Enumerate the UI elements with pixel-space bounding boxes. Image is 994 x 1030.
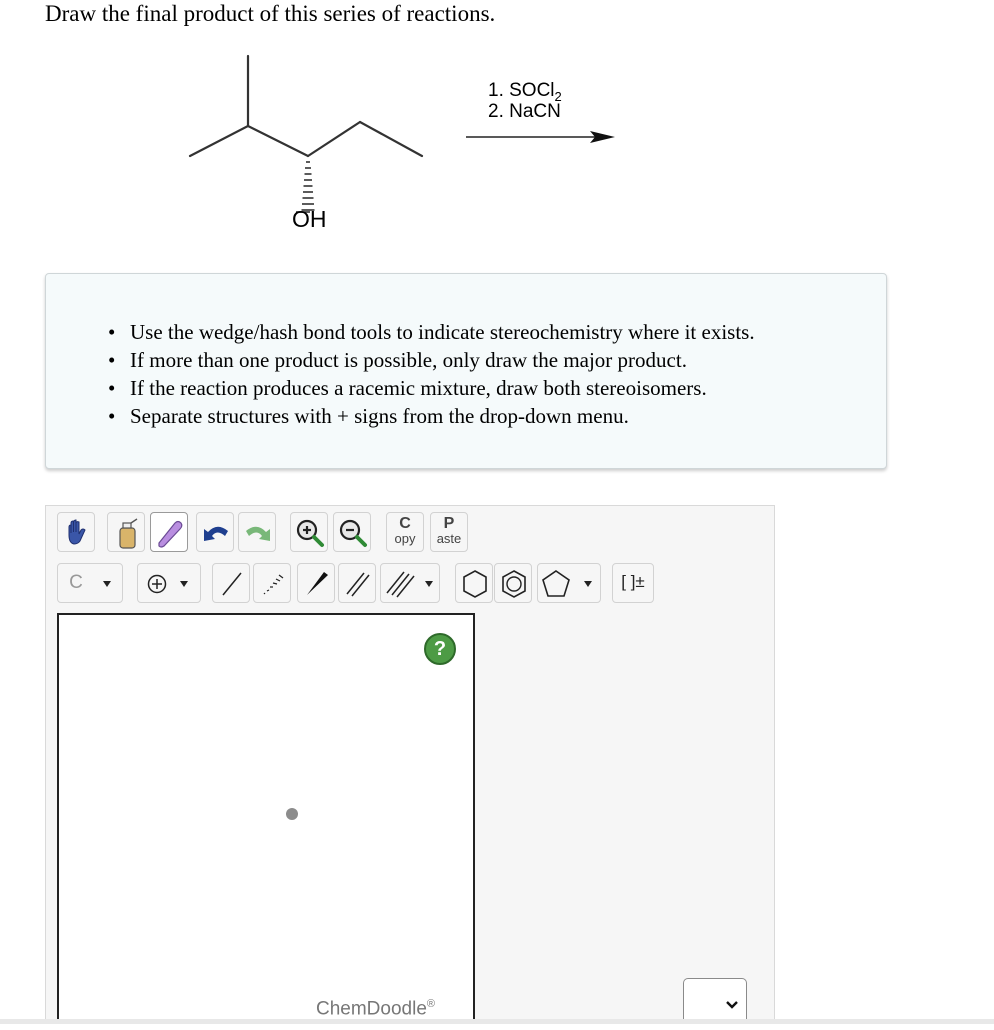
clear-button[interactable] <box>107 512 145 552</box>
reaction-arrow <box>466 128 616 146</box>
pentagon-dropdown[interactable] <box>537 563 601 603</box>
paste-label-top: P <box>443 515 455 532</box>
bracket-button[interactable] <box>612 563 654 603</box>
canvas-dot <box>286 808 298 820</box>
instruction-item: • Use the wedge/hash bond tools to indicate stereochemistry where it exists. <box>108 318 755 346</box>
reagent-step-1: 1. SOCl$_2$ <box>488 80 562 104</box>
paste-label-bottom: aste <box>436 531 462 546</box>
wedge-bond-icon <box>298 564 336 604</box>
bracket-label: [ ]± <box>621 572 645 591</box>
zoom-in-button[interactable] <box>290 512 328 552</box>
paste-button[interactable] <box>430 512 468 552</box>
drawing-canvas[interactable] <box>57 613 475 1024</box>
benzene-icon <box>495 564 533 604</box>
zoom-out-button[interactable] <box>333 512 371 552</box>
single-bond-button[interactable] <box>212 563 250 603</box>
eraser-button[interactable] <box>150 512 188 552</box>
cyclohexane-button[interactable] <box>455 563 493 603</box>
cyclohexane-icon <box>456 564 494 604</box>
hash-bond-button[interactable] <box>253 563 291 603</box>
double-bond-icon <box>339 564 377 604</box>
benzene-button[interactable] <box>494 563 532 603</box>
copy-label-bottom: opy <box>394 531 416 546</box>
structure-select[interactable] <box>683 978 747 1024</box>
instructions-panel <box>45 273 887 469</box>
pentagon-icon <box>538 564 602 604</box>
zoom-out-icon <box>334 513 372 553</box>
help-button[interactable]: ? <box>424 633 456 665</box>
chemdoodle-brand: ChemDoodle® <box>316 998 436 1020</box>
single-bond-icon <box>213 564 251 604</box>
instruction-item: • If more than one product is possible, only draw the major product. <box>108 346 755 374</box>
zoom-in-icon <box>291 513 329 553</box>
instruction-item: • Separate structures with + signs from the drop-down menu. <box>108 402 755 430</box>
reagents <box>488 80 562 122</box>
hand-icon <box>58 513 96 553</box>
bottom-bar <box>0 1019 994 1024</box>
wedge-bond-button[interactable] <box>297 563 335 603</box>
eraser-icon <box>151 513 189 553</box>
triple-bond-dropdown[interactable] <box>380 563 440 603</box>
clear-icon <box>108 513 146 553</box>
redo-icon <box>239 513 277 553</box>
double-bond-button[interactable] <box>338 563 376 603</box>
triple-bond-icon <box>381 564 441 604</box>
instructions-list <box>108 318 755 430</box>
reagent-step-2: 2. NaCN <box>488 101 561 122</box>
hydroxyl-label: OH <box>292 206 327 232</box>
element-label: C <box>69 572 83 593</box>
redo-button[interactable] <box>238 512 276 552</box>
instruction-item: • If the reaction produces a racemic mixture, draw both stereoisomers. <box>108 374 755 402</box>
copy-label-top: C <box>399 515 411 532</box>
hand-tool-button[interactable] <box>57 512 95 552</box>
charge-plus-icon <box>138 564 202 604</box>
charge-dropdown[interactable] <box>137 563 201 603</box>
hash-bond-icon <box>254 564 292 604</box>
element-dropdown[interactable] <box>57 563 123 603</box>
chevron-down-icon <box>58 564 124 604</box>
question-text: Draw the final product of this series of reactions. <box>45 1 496 26</box>
copy-button[interactable] <box>386 512 424 552</box>
undo-icon <box>197 513 235 553</box>
undo-button[interactable] <box>196 512 234 552</box>
